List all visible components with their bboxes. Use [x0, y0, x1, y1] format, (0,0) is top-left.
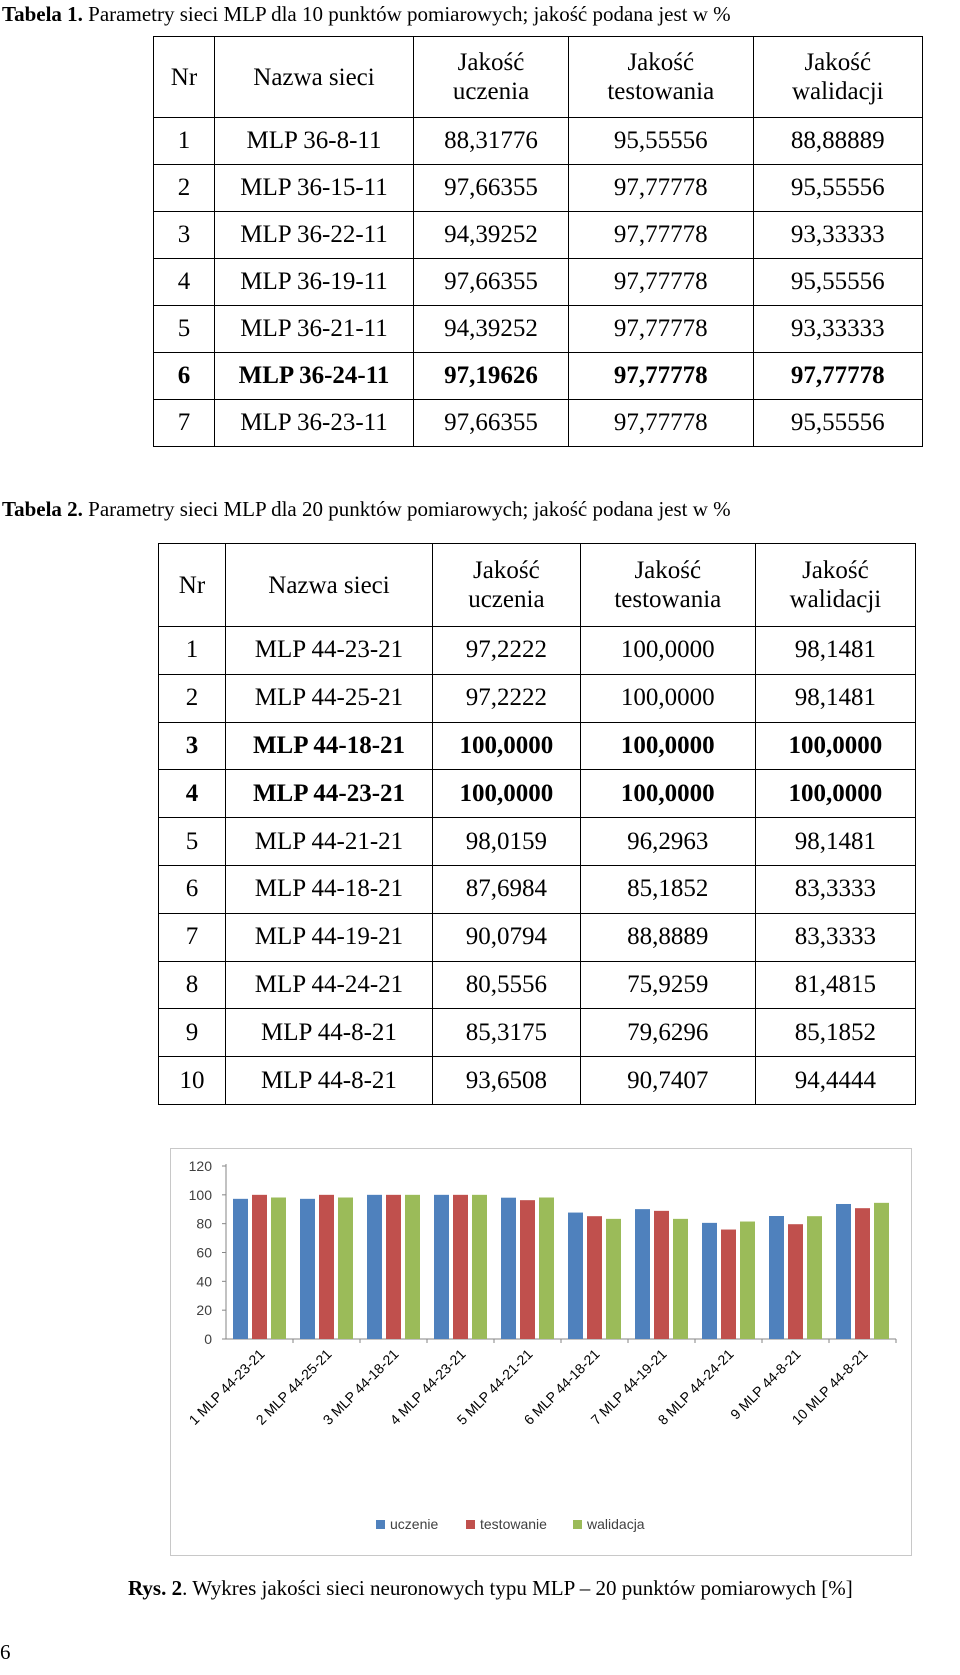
- cell-uczenie: 97,2222: [433, 674, 581, 722]
- cell-name: MLP 36-24-11: [215, 353, 414, 400]
- bar-testowanie: [520, 1200, 535, 1339]
- bar-uczenie: [702, 1223, 717, 1339]
- x-category-label: 1 MLP 44-23-21: [185, 1345, 268, 1428]
- cell-nr: 5: [159, 818, 226, 866]
- bar-uczenie: [568, 1213, 583, 1339]
- cell-nr: 8: [159, 961, 226, 1009]
- x-category-label: 7 MLP 44-19-21: [587, 1345, 670, 1428]
- bar-uczenie: [367, 1195, 382, 1339]
- cell-walidacja: 95,55556: [753, 259, 922, 306]
- table-row: [159, 722, 916, 770]
- cell-walidacja: 83,3333: [755, 865, 915, 913]
- y-tick-label: 20: [196, 1302, 212, 1319]
- cell-uczenie: 87,6984: [433, 865, 581, 913]
- cell-walidacja: 95,55556: [753, 400, 922, 447]
- bar-walidacja: [606, 1219, 621, 1339]
- cell-name: MLP 44-23-21: [226, 627, 433, 675]
- bar-uczenie: [300, 1199, 315, 1339]
- cell-uczenie: 97,19626: [414, 353, 569, 400]
- table-row: [159, 913, 916, 961]
- cell-walidacja: 85,1852: [755, 1009, 915, 1057]
- cell-nr: 1: [159, 627, 226, 675]
- cell-name: MLP 44-25-21: [226, 674, 433, 722]
- bar-walidacja: [338, 1198, 353, 1339]
- bar-walidacja: [539, 1198, 554, 1339]
- legend-swatch-uczenie: [376, 1520, 385, 1529]
- cell-walidacja: 100,0000: [755, 722, 915, 770]
- cell-nr: 3: [159, 722, 226, 770]
- cell-uczenie: 97,66355: [414, 165, 569, 212]
- table2-header-walidacja: Jakość walidacji: [755, 544, 915, 627]
- cell-testowanie: 100,0000: [580, 627, 755, 675]
- cell-name: MLP 36-19-11: [215, 259, 414, 306]
- cell-name: MLP 44-23-21: [226, 770, 433, 818]
- bar-testowanie: [319, 1195, 334, 1339]
- bar-testowanie: [855, 1208, 870, 1339]
- figure-caption-label: Rys. 2: [128, 1576, 183, 1600]
- table-row: [159, 770, 916, 818]
- cell-uczenie: 97,66355: [414, 259, 569, 306]
- x-category-label: 9 MLP 44-8-21: [726, 1345, 804, 1423]
- bar-testowanie: [252, 1195, 267, 1339]
- cell-testowanie: 97,77778: [569, 212, 754, 259]
- cell-nr: 2: [159, 674, 226, 722]
- table2-header-name: Nazwa sieci: [226, 544, 433, 627]
- cell-walidacja: 93,33333: [753, 212, 922, 259]
- cell-testowanie: 79,6296: [580, 1009, 755, 1057]
- bar-testowanie: [386, 1195, 401, 1339]
- table1: [153, 36, 923, 447]
- table-row: [159, 1057, 916, 1105]
- cell-nr: 4: [154, 259, 215, 306]
- bar-walidacja: [472, 1195, 487, 1339]
- bar-chart-svg: [171, 1149, 911, 1555]
- cell-walidacja: 94,4444: [755, 1057, 915, 1105]
- cell-name: MLP 44-8-21: [226, 1057, 433, 1105]
- bar-testowanie: [453, 1195, 468, 1339]
- table2-header-row: [159, 544, 916, 627]
- legend-swatch-testowanie: [466, 1520, 475, 1529]
- cell-uczenie: 93,6508: [433, 1057, 581, 1105]
- table1-caption: [2, 2, 731, 27]
- y-tick-label: 80: [196, 1215, 212, 1232]
- y-tick-label: 100: [188, 1186, 212, 1203]
- table1-caption-label: Tabela 1.: [2, 2, 83, 26]
- legend-label-walidacja: walidacja: [587, 1516, 645, 1532]
- cell-name: MLP 36-22-11: [215, 212, 414, 259]
- cell-testowanie: 97,77778: [569, 400, 754, 447]
- table2-header-uczenie: Jakość uczenia: [433, 544, 581, 627]
- table-row: [154, 400, 923, 447]
- x-category-label: 10 MLP 44-8-21: [788, 1345, 871, 1428]
- x-category-label: 3 MLP 44-18-21: [319, 1345, 402, 1428]
- cell-nr: 6: [154, 353, 215, 400]
- cell-name: MLP 44-18-21: [226, 865, 433, 913]
- cell-nr: 7: [154, 400, 215, 447]
- cell-uczenie: 85,3175: [433, 1009, 581, 1057]
- table-row: [154, 212, 923, 259]
- cell-walidacja: 98,1481: [755, 818, 915, 866]
- table2-header-testowanie: Jakość testowania: [580, 544, 755, 627]
- cell-uczenie: 80,5556: [433, 961, 581, 1009]
- cell-nr: 5: [154, 306, 215, 353]
- cell-nr: 10: [159, 1057, 226, 1105]
- figure-caption-text: . Wykres jakości sieci neuronowych typu MLP – 20 punktów pomiarowych [%]: [182, 1576, 853, 1600]
- table-row: [159, 818, 916, 866]
- cell-name: MLP 44-24-21: [226, 961, 433, 1009]
- cell-name: MLP 36-23-11: [215, 400, 414, 447]
- figure-caption: [128, 1576, 853, 1601]
- bar-uczenie: [769, 1216, 784, 1339]
- bar-walidacja: [271, 1198, 286, 1339]
- table-row: [159, 674, 916, 722]
- cell-uczenie: 100,0000: [433, 770, 581, 818]
- cell-nr: 1: [154, 118, 215, 165]
- table1-header-testowanie: Jakość testowania: [569, 37, 754, 118]
- table-row: [159, 865, 916, 913]
- bar-testowanie: [788, 1224, 803, 1339]
- cell-name: MLP 44-18-21: [226, 722, 433, 770]
- table1-header-uczenie: Jakość uczenia: [414, 37, 569, 118]
- table2-caption-label: Tabela 2.: [2, 497, 83, 521]
- cell-walidacja: 93,33333: [753, 306, 922, 353]
- bar-testowanie: [721, 1230, 736, 1339]
- cell-uczenie: 90,0794: [433, 913, 581, 961]
- table2-caption-text: Parametry sieci MLP dla 20 punktów pomiarowych; jakość podana jest w %: [82, 497, 731, 521]
- table-row: [159, 961, 916, 1009]
- cell-walidacja: 81,4815: [755, 961, 915, 1009]
- bar-testowanie: [654, 1211, 669, 1339]
- table-row: [154, 353, 923, 400]
- page-number: 6: [0, 1640, 11, 1664]
- x-category-label: 6 MLP 44-18-21: [520, 1345, 603, 1428]
- cell-nr: 6: [159, 865, 226, 913]
- cell-walidacja: 88,88889: [753, 118, 922, 165]
- bar-uczenie: [434, 1195, 449, 1339]
- bar-uczenie: [635, 1209, 650, 1339]
- table1-header-name: Nazwa sieci: [215, 37, 414, 118]
- cell-walidacja: 100,0000: [755, 770, 915, 818]
- legend-swatch-walidacja: [573, 1520, 582, 1529]
- legend-label-uczenie: uczenie: [390, 1516, 439, 1532]
- table-row: [154, 306, 923, 353]
- table-row: [154, 165, 923, 212]
- table2-caption: [2, 497, 731, 522]
- bar-walidacja: [405, 1195, 420, 1339]
- bar-walidacja: [874, 1203, 889, 1339]
- cell-name: MLP 36-15-11: [215, 165, 414, 212]
- y-tick-label: 120: [188, 1158, 212, 1174]
- cell-uczenie: 100,0000: [433, 722, 581, 770]
- cell-testowanie: 88,8889: [580, 913, 755, 961]
- cell-walidacja: 98,1481: [755, 674, 915, 722]
- cell-name: MLP 36-21-11: [215, 306, 414, 353]
- cell-nr: 2: [154, 165, 215, 212]
- bar-walidacja: [807, 1216, 822, 1339]
- y-tick-label: 40: [196, 1273, 212, 1290]
- y-tick-label: 60: [196, 1244, 212, 1261]
- table1-caption-text: Parametry sieci MLP dla 10 punktów pomiarowych; jakość podana jest w %: [82, 2, 731, 26]
- table-row: [154, 259, 923, 306]
- cell-walidacja: 95,55556: [753, 165, 922, 212]
- cell-name: MLP 44-8-21: [226, 1009, 433, 1057]
- cell-nr: 9: [159, 1009, 226, 1057]
- cell-uczenie: 94,39252: [414, 212, 569, 259]
- cell-uczenie: 97,66355: [414, 400, 569, 447]
- x-category-label: 4 MLP 44-23-21: [386, 1345, 469, 1428]
- cell-testowanie: 97,77778: [569, 259, 754, 306]
- cell-uczenie: 98,0159: [433, 818, 581, 866]
- cell-uczenie: 94,39252: [414, 306, 569, 353]
- cell-testowanie: 85,1852: [580, 865, 755, 913]
- bar-chart: [170, 1148, 912, 1556]
- legend-label-testowanie: testowanie: [480, 1516, 547, 1532]
- cell-testowanie: 100,0000: [580, 722, 755, 770]
- cell-name: MLP 44-21-21: [226, 818, 433, 866]
- table2: [158, 543, 916, 1105]
- cell-testowanie: 97,77778: [569, 306, 754, 353]
- cell-testowanie: 100,0000: [580, 770, 755, 818]
- cell-testowanie: 90,7407: [580, 1057, 755, 1105]
- table1-header-nr: Nr: [154, 37, 215, 118]
- cell-testowanie: 75,9259: [580, 961, 755, 1009]
- table1-header-walidacja: Jakość walidacji: [753, 37, 922, 118]
- cell-testowanie: 96,2963: [580, 818, 755, 866]
- cell-name: MLP 44-19-21: [226, 913, 433, 961]
- table-row: [154, 118, 923, 165]
- cell-testowanie: 100,0000: [580, 674, 755, 722]
- cell-nr: 3: [154, 212, 215, 259]
- cell-nr: 4: [159, 770, 226, 818]
- cell-walidacja: 98,1481: [755, 627, 915, 675]
- bar-uczenie: [233, 1199, 248, 1339]
- cell-testowanie: 97,77778: [569, 165, 754, 212]
- bar-walidacja: [740, 1222, 755, 1339]
- y-tick-label: 0: [204, 1331, 212, 1347]
- cell-name: MLP 36-8-11: [215, 118, 414, 165]
- cell-walidacja: 97,77778: [753, 353, 922, 400]
- x-category-label: 2 MLP 44-25-21: [252, 1345, 335, 1428]
- table1-header-row: [154, 37, 923, 118]
- cell-walidacja: 83,3333: [755, 913, 915, 961]
- cell-testowanie: 95,55556: [569, 118, 754, 165]
- bar-uczenie: [836, 1204, 851, 1339]
- cell-nr: 7: [159, 913, 226, 961]
- table-row: [159, 627, 916, 675]
- table-row: [159, 1009, 916, 1057]
- table2-header-nr: Nr: [159, 544, 226, 627]
- x-category-label: 8 MLP 44-24-21: [654, 1345, 737, 1428]
- bar-walidacja: [673, 1219, 688, 1339]
- cell-testowanie: 97,77778: [569, 353, 754, 400]
- cell-uczenie: 88,31776: [414, 118, 569, 165]
- x-category-label: 5 MLP 44-21-21: [453, 1345, 536, 1428]
- cell-uczenie: 97,2222: [433, 627, 581, 675]
- bar-testowanie: [587, 1216, 602, 1339]
- bar-uczenie: [501, 1198, 516, 1339]
